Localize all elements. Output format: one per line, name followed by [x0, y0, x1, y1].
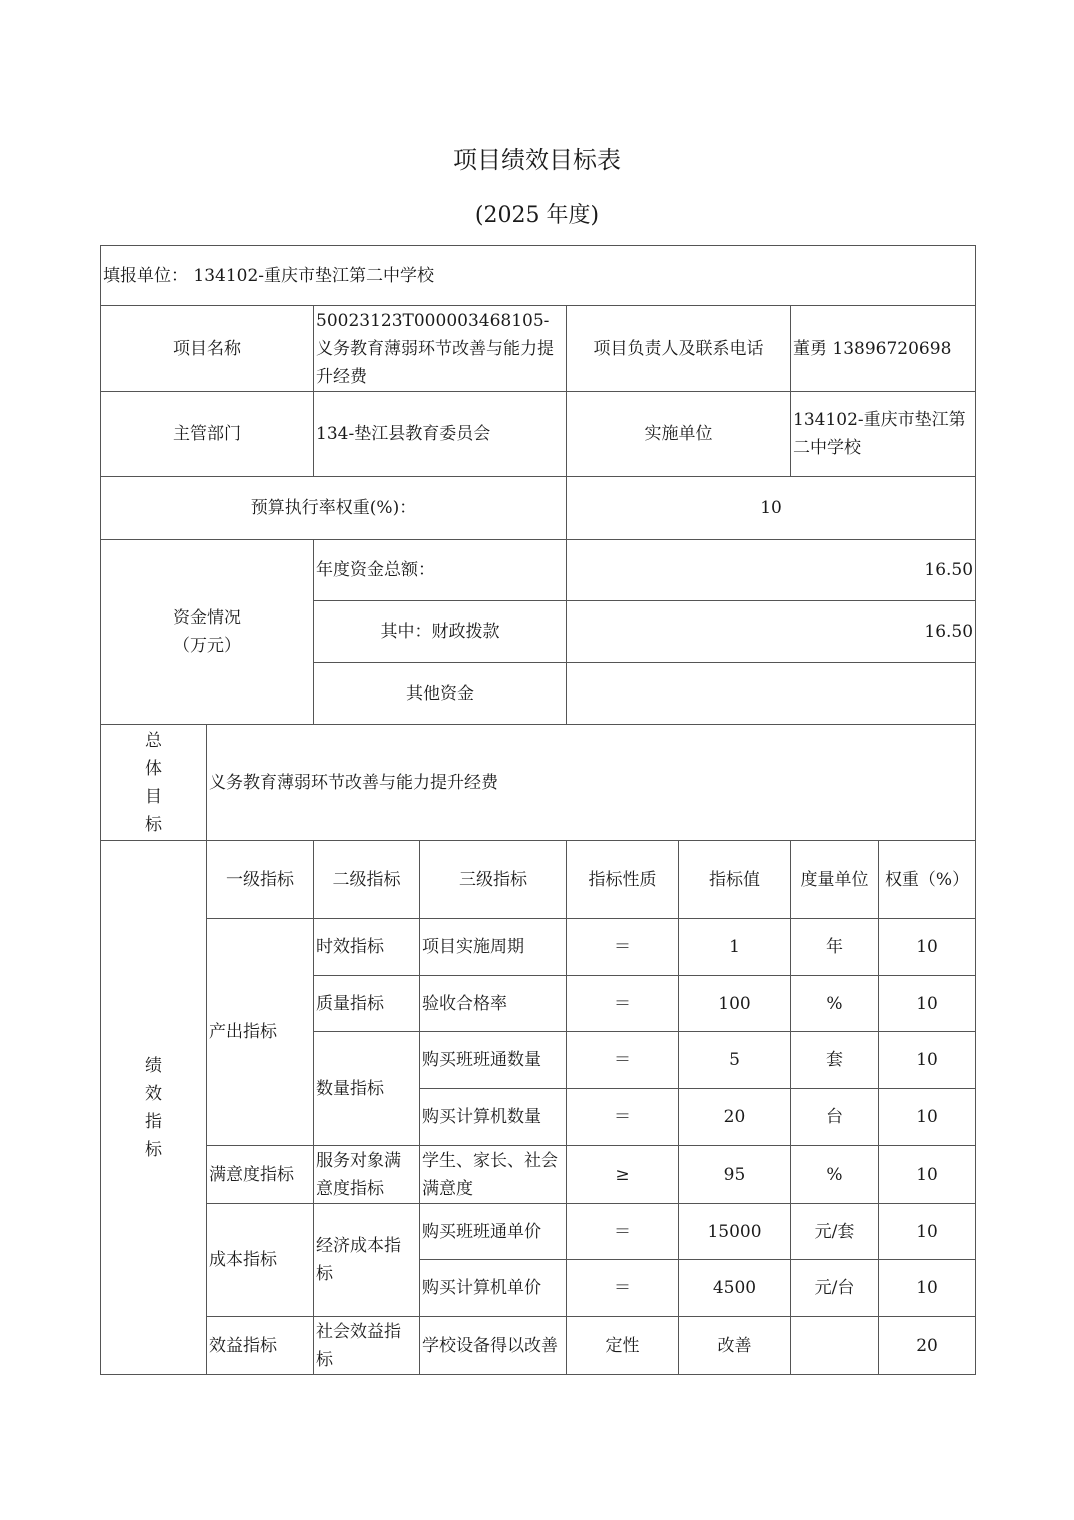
- funds-label: 资金情况: [173, 608, 241, 628]
- page-title: 项目绩效目标表: [453, 146, 621, 174]
- indicator-name: 学生、家长、社会满意度: [420, 1146, 567, 1204]
- indicator-weight: 10: [879, 1204, 976, 1260]
- fill-unit-row: [101, 246, 976, 306]
- indicator-value: 100: [679, 976, 791, 1032]
- project-name-label: 项目名称: [101, 306, 314, 392]
- indicator-name: 购买班班通单价: [420, 1204, 567, 1260]
- level1-cost: 成本指标: [207, 1204, 314, 1317]
- indicator-value: 改善: [679, 1317, 791, 1375]
- indicator-weight: 10: [879, 1260, 976, 1317]
- indicator-op: ＝: [567, 919, 679, 976]
- level2-quantity: 数量指标: [314, 1032, 420, 1146]
- header-value: 指标值: [679, 841, 791, 919]
- funds-total-value: 16.50: [567, 540, 976, 601]
- indicator-value: 5: [679, 1032, 791, 1089]
- funds-fiscal-value: 16.50: [567, 601, 976, 663]
- dept-label: 主管部门: [101, 392, 314, 477]
- header-unit: 度量单位: [791, 841, 879, 919]
- level2-timeliness: 时效指标: [314, 919, 420, 976]
- indicator-unit: %: [791, 1146, 879, 1204]
- indicator-char: 效: [145, 1083, 162, 1104]
- level1-benefit: 效益指标: [207, 1317, 314, 1375]
- indicator-unit: %: [791, 976, 879, 1032]
- indicator-weight: 10: [879, 1032, 976, 1089]
- indicator-op: 定性: [567, 1317, 679, 1375]
- indicator-name: 学校设备得以改善: [420, 1317, 567, 1375]
- level2-social-benefit: 社会效益指标: [314, 1317, 420, 1375]
- goal-char: 目: [145, 786, 162, 807]
- performance-goal-table: [100, 245, 976, 1375]
- level2-quality: 质量指标: [314, 976, 420, 1032]
- funds-total-label: 年度资金总额：: [314, 540, 567, 601]
- indicator-op: ＝: [567, 1204, 679, 1260]
- indicator-unit: 套: [791, 1032, 879, 1089]
- level1-satisfaction: 满意度指标: [207, 1146, 314, 1204]
- overall-goal-value: 义务教育薄弱环节改善与能力提升经费: [207, 725, 976, 841]
- funds-label-cell: [101, 540, 314, 725]
- indicator-unit: 台: [791, 1089, 879, 1146]
- funds-other-value: [567, 663, 976, 725]
- table-row: [101, 919, 976, 976]
- funds-unit: （万元）: [173, 636, 241, 656]
- dept-value: 134-垫江县教育委员会: [314, 392, 567, 477]
- indicator-weight: 10: [879, 1089, 976, 1146]
- project-name-value: 50023123T000003468105-义务教育薄弱环节改善与能力提升经费: [314, 306, 567, 392]
- indicator-unit: 元/套: [791, 1204, 879, 1260]
- indicator-unit: 元/台: [791, 1260, 879, 1317]
- table-row: [101, 1317, 976, 1375]
- indicator-value: 20: [679, 1089, 791, 1146]
- overall-goal-label: [101, 725, 207, 841]
- indicator-char: 绩: [145, 1055, 162, 1076]
- fill-unit-value: 134102-重庆市垫江第二中学校: [193, 265, 435, 286]
- indicator-op: ≥: [567, 1146, 679, 1204]
- indicator-unit: [791, 1317, 879, 1375]
- header-nature: 指标性质: [567, 841, 679, 919]
- indicator-name: 项目实施周期: [420, 919, 567, 976]
- indicator-op: ＝: [567, 1032, 679, 1089]
- header-weight: 权重（%）: [879, 841, 976, 919]
- goal-char: 总: [145, 730, 162, 751]
- indicator-value: 95: [679, 1146, 791, 1204]
- header-level1: 一级指标: [207, 841, 314, 919]
- level2-service: 服务对象满意度指标: [314, 1146, 420, 1204]
- indicator-value: 1: [679, 919, 791, 976]
- page-subtitle-year: (2025 年度): [474, 203, 600, 228]
- indicator-op: ＝: [567, 976, 679, 1032]
- indicator-weight: 10: [879, 976, 976, 1032]
- level1-output: 产出指标: [207, 919, 314, 1146]
- indicator-weight: 20: [879, 1317, 976, 1375]
- indicator-op: ＝: [567, 1260, 679, 1317]
- header-level3: 三级指标: [420, 841, 567, 919]
- indicator-weight: 10: [879, 919, 976, 976]
- indicator-name: 购买计算机单价: [420, 1260, 567, 1317]
- indicator-name: 验收合格率: [420, 976, 567, 1032]
- funds-other-label: 其他资金: [314, 663, 567, 725]
- impl-unit-label: 实施单位: [567, 392, 791, 477]
- indicator-char: 标: [145, 1139, 162, 1160]
- budget-rate-label: 预算执行率权重(%)：: [101, 477, 567, 540]
- indicator-name: 购买班班通数量: [420, 1032, 567, 1089]
- indicator-unit: 年: [791, 919, 879, 976]
- indicator-char: 指: [145, 1111, 162, 1132]
- indicator-weight: 10: [879, 1146, 976, 1204]
- table-row: [101, 1204, 976, 1260]
- indicator-op: ＝: [567, 1089, 679, 1146]
- contact-label: 项目负责人及联系电话: [567, 306, 791, 392]
- goal-char: 体: [145, 758, 162, 779]
- indicator-name: 购买计算机数量: [420, 1089, 567, 1146]
- budget-rate-value: 10: [567, 477, 976, 540]
- contact-value: 董勇 13896720698: [791, 306, 976, 392]
- indicator-value: 4500: [679, 1260, 791, 1317]
- funds-fiscal-label: 其中：财政拨款: [314, 601, 567, 663]
- impl-unit-value: 134102-重庆市垫江第二中学校: [791, 392, 976, 477]
- table-row: [101, 1146, 976, 1204]
- header-level2: 二级指标: [314, 841, 420, 919]
- fill-unit-label: 填报单位：: [103, 265, 188, 286]
- level2-economic-cost: 经济成本指标: [314, 1204, 420, 1317]
- indicator-value: 15000: [679, 1204, 791, 1260]
- goal-char: 标: [145, 814, 162, 835]
- indicators-label: [101, 841, 207, 1375]
